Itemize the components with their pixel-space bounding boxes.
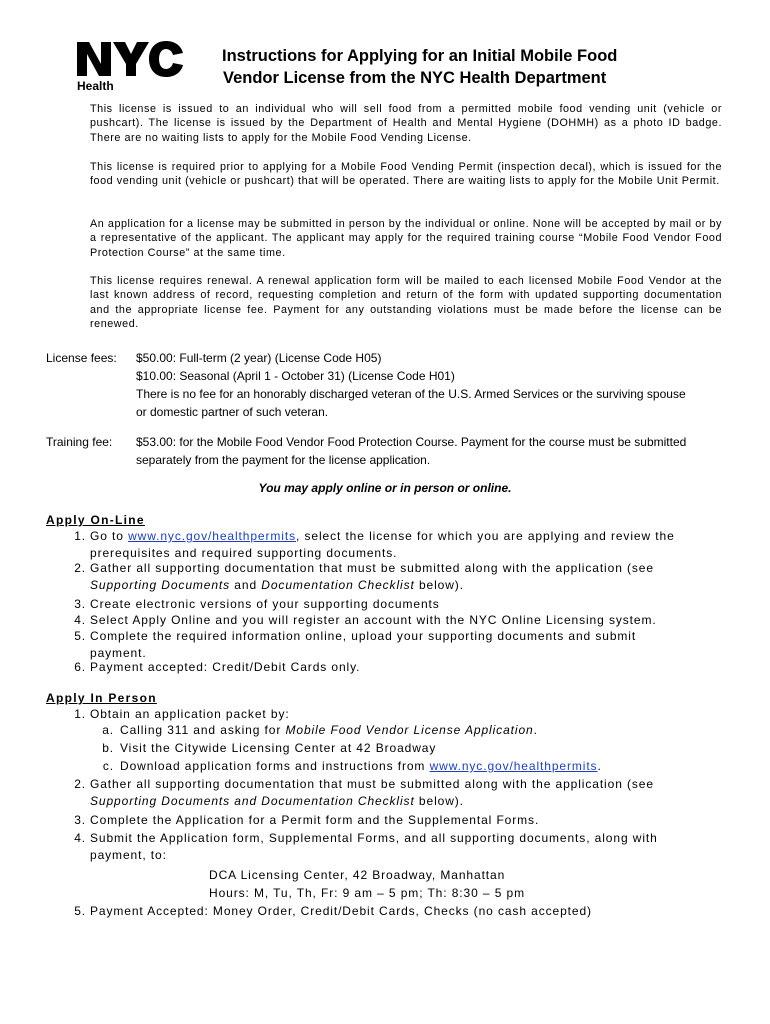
online-step-1-text: Go to <box>90 529 129 543</box>
in-person-step-1-text: Obtain an application packet by: <box>90 707 290 721</box>
title-line-2: Vendor License from the NYC Health Department <box>223 69 607 87</box>
license-fee-veteran-note-cont: or domestic partner of such veteran. <box>136 405 329 419</box>
in-person-step-4 <box>46 830 736 863</box>
substep-letter: c. <box>102 759 114 773</box>
application-name-ref: Mobile Food Vendor License Application <box>285 723 534 737</box>
substep-letter: b. <box>102 741 114 755</box>
online-step-2 <box>46 560 736 593</box>
step-number: 2. <box>74 777 86 791</box>
step-number: 2. <box>74 561 86 575</box>
step-number: 1. <box>74 529 86 543</box>
healthpermits-link-2[interactable]: www.nyc.gov/healthpermits <box>429 759 598 773</box>
in-person-step-5 <box>46 903 736 920</box>
training-fee-label: Training fee: <box>46 435 113 449</box>
licensing-center-address: DCA Licensing Center, 42 Broadway, Manhattan <box>209 868 506 882</box>
in-person-step-2 <box>46 776 736 809</box>
in-person-step-3 <box>46 812 736 829</box>
substep-a-tail: . <box>533 723 538 737</box>
online-step-3 <box>46 596 736 613</box>
license-fee-veteran-note: There is no fee for an honorably discharged veteran of the U.S. Armed Services or the surviving spouse <box>136 387 686 401</box>
in-person-step-2-tail: below). <box>414 793 464 808</box>
license-fee-seasonal: $10.00: Seasonal (April 1 - October 31) (License Code H01) <box>136 369 455 383</box>
in-person-step-1 <box>46 706 736 723</box>
step-number: 3. <box>74 813 86 827</box>
online-step-6-text: Payment accepted: Credit/Debit Cards only. <box>90 660 361 674</box>
step-number: 1. <box>74 707 86 721</box>
online-step-2-text: Gather all supporting documentation that must be submitted along with the application (see <box>90 561 654 575</box>
intro-paragraph-4: This license requires renewal. A renewal application form will be mailed to each licensed Mobile Food Vendor at the last known address of record, requesting completion and return of the form with updated supporting documentation and the appropriate license fee. Payment for any outstanding violations must be made before the license can be renewed. <box>90 275 722 331</box>
online-step-1 <box>46 528 736 561</box>
supporting-documents-ref: Supporting Documents <box>90 577 231 592</box>
training-fee-section <box>46 433 736 469</box>
intro-paragraph-3: An application for a license may be submitted in person by the individual or online. None will be accepted by mail or by a representative of the applicant. The applicant may apply for the required training course “Mobile Food Vendor Food Protection Course” at the same time. <box>90 218 722 259</box>
online-step-2-tail: below). <box>414 577 464 592</box>
logo-health-text: Health <box>77 79 114 93</box>
substep-letter: a. <box>102 723 114 737</box>
step-number: 4. <box>74 613 86 627</box>
licensing-center-hours: Hours: M, Tu, Th, Fr: 9 am – 5 pm; Th: 8:30 – 5 pm <box>209 886 525 900</box>
online-step-1-text-line-2: prerequisites and required supporting documents. <box>90 545 398 560</box>
license-fees-label: License fees: <box>46 351 117 365</box>
substep-c-text: Download application forms and instructions from <box>120 759 430 773</box>
in-person-substep-a <box>92 722 732 739</box>
online-step-4-text: Select Apply Online and you will register an account with the NYC Online Licensing system. <box>90 613 657 627</box>
online-step-4 <box>46 612 736 629</box>
apply-in-person-heading: Apply In Person <box>46 691 157 705</box>
in-person-step-2-text: Gather all supporting documentation that must be submitted along with the application (see <box>90 777 654 791</box>
intro-paragraph-2: This license is required prior to applying for a Mobile Food Vending Permit (inspection decal), which is issued for the food vending unit (vehicle or pushcart) that will be operated. There are waiting lists to apply for the Mobile Unit Permit. <box>90 161 722 188</box>
license-fees-section <box>46 349 736 421</box>
in-person-step-5-text: Payment Accepted: Money Order, Credit/Debit Cards, Checks (no cash accepted) <box>90 904 592 918</box>
step-number: 6. <box>74 660 86 674</box>
in-person-step-3-text: Complete the Application for a Permit form and the Supplemental Forms. <box>90 813 540 827</box>
step-number: 5. <box>74 904 86 918</box>
online-step-3-text: Create electronic versions of your supporting documents <box>90 597 440 611</box>
healthpermits-link[interactable]: www.nyc.gov/healthpermits <box>128 529 296 543</box>
supporting-docs-checklist-ref: Supporting Documents and Documentation Checklist <box>90 793 415 808</box>
apply-options-note: You may apply online or in person or online. <box>258 481 512 495</box>
in-person-step-4-text-line-2: payment, to: <box>90 847 167 862</box>
online-step-1-text-cont: , select the license for which you are applying and review the <box>296 529 675 543</box>
document-title <box>222 45 742 89</box>
training-fee-line-1: $53.00: for the Mobile Food Vendor Food Protection Course. Payment for the course must be submitted <box>136 435 687 449</box>
license-fee-full-term: $50.00: Full-term (2 year) (License Code H05) <box>136 351 382 365</box>
step-number: 5. <box>74 629 86 643</box>
online-step-5 <box>46 628 736 661</box>
step-number: 3. <box>74 597 86 611</box>
title-line-1: Instructions for Applying for an Initial Mobile Food <box>222 47 618 65</box>
in-person-substep-b <box>92 740 732 757</box>
documentation-checklist-ref: Documentation Checklist <box>261 577 415 592</box>
substep-b-text: Visit the Citywide Licensing Center at 42 Broadway <box>120 741 437 755</box>
intro-paragraph-1: This license is issued to an individual who will sell food from a permitted mobile food vending unit (vehicle or pushcart). The license is issued by the Department of Health and Mental Hygiene (DOHMH) as a photo ID badge. There are no waiting lists to apply for the Mobile Food Vending License. <box>90 103 722 144</box>
online-step-5-text: Complete the required information online, upload your supporting documents and submit <box>90 629 637 643</box>
step-number: 4. <box>74 831 86 845</box>
in-person-substep-c <box>92 758 732 775</box>
online-step-2-and: and <box>230 577 262 592</box>
online-step-5-text-line-2: payment. <box>90 645 147 660</box>
online-step-6 <box>46 659 736 676</box>
training-fee-line-2: separately from the payment for the license application. <box>136 453 431 467</box>
substep-a-text: Calling 311 and asking for <box>120 723 286 737</box>
apply-online-heading: Apply On-Line <box>46 513 145 527</box>
in-person-step-4-text: Submit the Application form, Supplemental Forms, and all supporting documents, along with <box>90 831 658 845</box>
substep-c-tail: . <box>597 759 602 773</box>
